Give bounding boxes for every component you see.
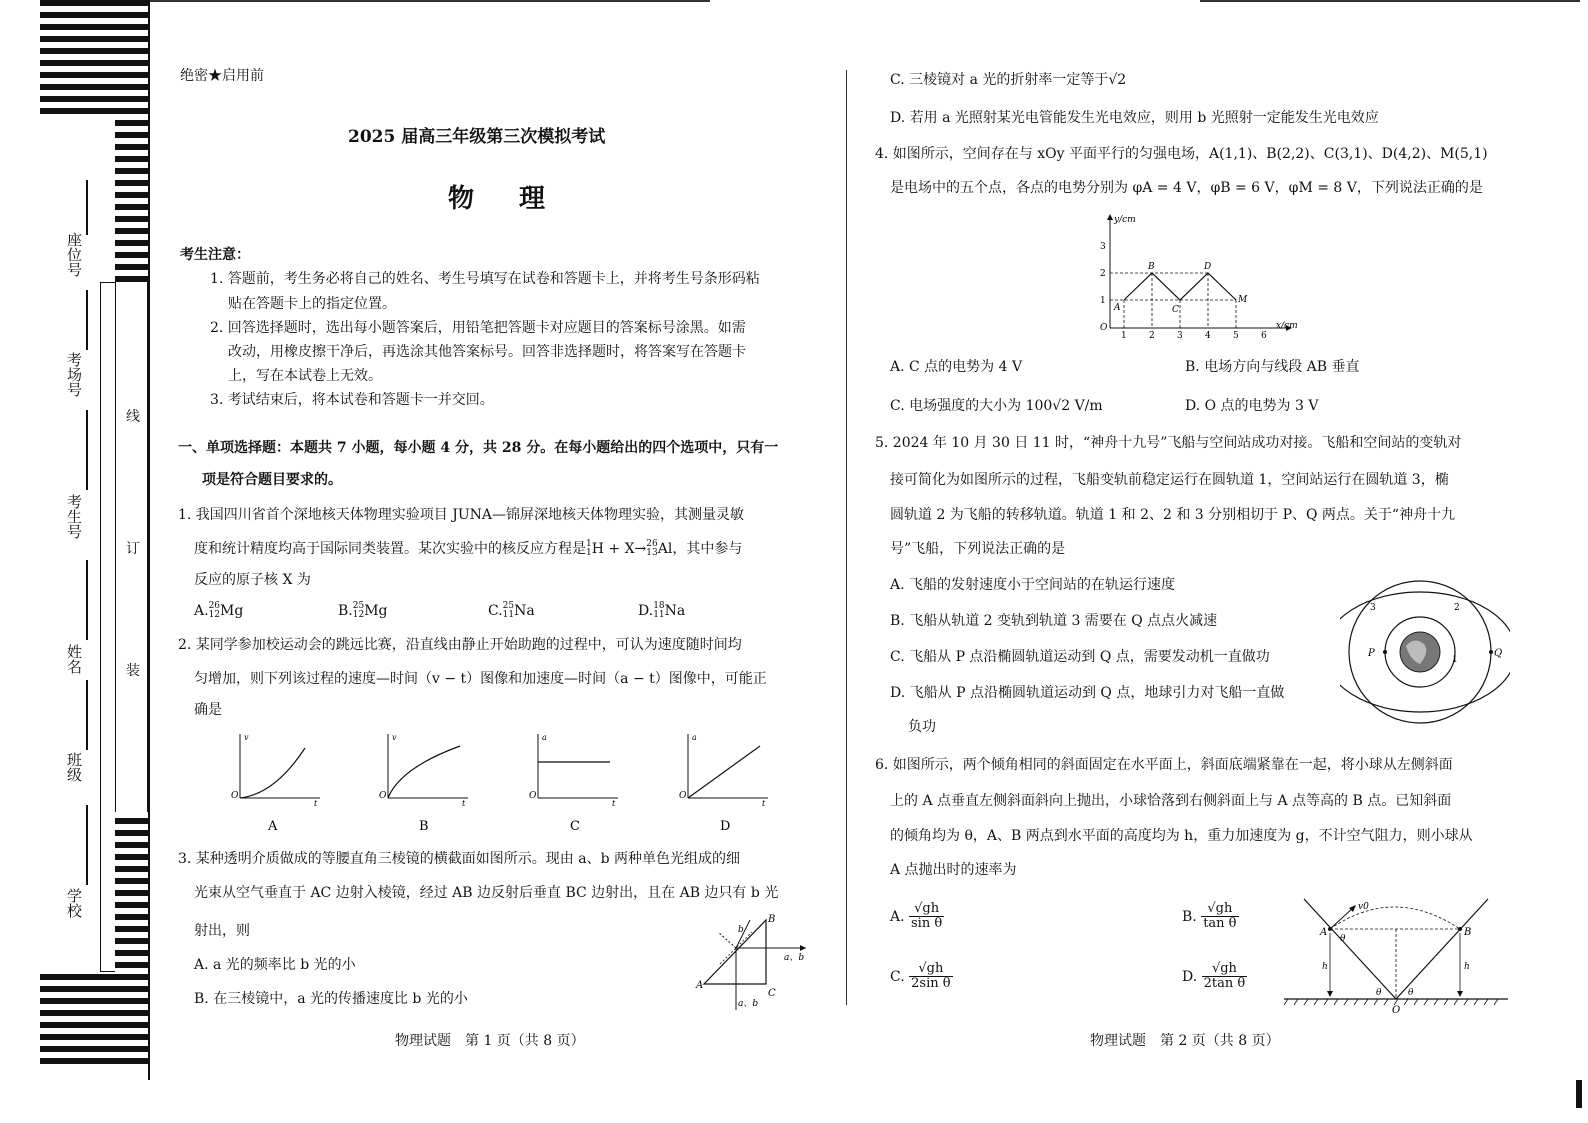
notice-title: 考生注意： <box>180 247 250 263</box>
q2-label-b: B <box>419 819 429 834</box>
label-room: 考场号 <box>65 352 83 397</box>
q6-fig-b: B <box>1464 927 1472 938</box>
q4-line: 是电场中的五个点，各点的电势分别为 φA = 4 V，φB = 6 V，φM = 8 V，下列说法正确的是 <box>890 180 1483 196</box>
q2-graph-b[interactable] <box>379 733 468 834</box>
binding-mark-line: 线 <box>126 409 140 425</box>
subject-title: 物 理 <box>448 184 564 214</box>
fill-line-exam-id <box>86 410 88 490</box>
label-seat: 座位号 <box>65 232 83 277</box>
barcode-stripe <box>40 1010 148 1016</box>
q5-option-c[interactable]: C. 飞船从 P 点沿椭圆轨道运动到 Q 点，需要发动机一直做功 <box>890 649 1270 665</box>
barcode-stripe <box>40 0 148 6</box>
secret-label: 绝密★启用前 <box>180 68 264 84</box>
barcode-stripe <box>40 1034 148 1040</box>
q4-ytick: 2 <box>1100 269 1106 279</box>
q6-option-b[interactable]: B. $\frac{√gh}{\text{tan θ}}$ <box>1182 901 1237 932</box>
q4-xtick: 2 <box>1149 331 1155 340</box>
barcode-stripe <box>115 818 148 824</box>
q4-xtick: 6 <box>1261 331 1267 340</box>
barcode-stripe <box>115 144 148 150</box>
q2-line: 2. 某同学参加校运动会的跳远比赛，沿直线由静止开始助跑的过程中，可认为速度随时间均 <box>178 637 742 653</box>
notice-item: 上，写在本试卷上无效。 <box>228 368 382 384</box>
q4-point-m: M <box>1238 295 1248 305</box>
q6-line: A 点抛出时的速率为 <box>890 862 1017 878</box>
q2-axis-label: v <box>392 733 397 742</box>
barcode-stripe <box>40 974 148 980</box>
q5-fig-q: Q <box>1494 648 1503 659</box>
q4-fig-ylabel: y/cm <box>1114 215 1136 225</box>
q4-option-d[interactable]: D. O 点的电势为 3 V <box>1185 398 1319 414</box>
q6-fig-v0: v0 <box>1358 902 1369 912</box>
q4-line: 4. 如图所示，空间存在与 xOy 平面平行的匀强电场，A(1,1)、B(2,2)、C(3,1)、D(4,2)、M(5,1) <box>875 146 1488 162</box>
q6-fig-a: A <box>1320 927 1328 938</box>
q5-line: 号”飞船，下列说法正确的是 <box>890 541 1066 557</box>
barcode-stripe <box>115 156 148 162</box>
q1-line: 1. 我国四川省首个深地核天体物理实验项目 JUNA—锦屏深地核天体物理实验，其测量灵敏 <box>178 507 745 523</box>
q4-xtick: 5 <box>1233 331 1239 340</box>
q3-option-c[interactable]: C. 三棱镜对 a 光的折射率一定等于√2 <box>890 72 1127 88</box>
barcode-stripe <box>40 84 148 90</box>
fill-line-seat <box>86 180 88 235</box>
barcode-stripe <box>40 986 148 992</box>
section-heading: 一、单项选择题：本题共 7 小题，每小题 4 分，共 28 分。在每小题给出的四个选项中，只有一 <box>178 440 779 456</box>
q6-option-c[interactable]: C. $\frac{√gh}{\text{2sin θ}}$ <box>890 961 951 992</box>
barcode-stripe <box>115 240 148 246</box>
section-heading-cont: 项是符合题目要求的。 <box>202 472 342 488</box>
barcode-stripe <box>115 914 148 920</box>
q2-graph-c[interactable] <box>529 733 618 834</box>
barcode-stripe <box>115 204 148 210</box>
q3-fig-b-vertex: B <box>768 914 776 925</box>
barcode-stripe <box>115 902 148 908</box>
barcode-stripe <box>40 1046 148 1052</box>
barcode-stripe <box>40 998 148 1004</box>
q3-line: 3. 某种透明介质做成的等腰直角三棱镜的横截面如图所示。现由 a、b 两种单色光组成的细 <box>178 851 741 867</box>
column-divider <box>846 70 847 1005</box>
q2-label-c: C <box>570 819 580 834</box>
q5-fig-p: P <box>1368 648 1375 659</box>
q2-graphs <box>220 728 780 838</box>
right-edge-mark <box>1576 1080 1582 1108</box>
q5-option-b[interactable]: B. 飞船从轨道 2 变轨到轨道 3 需要在 Q 点点火减速 <box>890 613 1218 629</box>
q2-t-label: t <box>314 799 318 808</box>
barcode-stripe <box>115 228 148 234</box>
q4-field-figure <box>1080 210 1320 340</box>
binding-mark-order: 订 <box>126 541 140 557</box>
q1-line: 度和统计精度均高于国际同类装置。某次实验中的核反应方程是 1 1 H + X→ 26 13 Al，其中参与 <box>194 539 743 558</box>
barcode-stripe <box>115 950 148 956</box>
q6-fig-h-left: h <box>1322 962 1328 972</box>
barcode-stripe <box>115 132 148 138</box>
q6-option-d[interactable]: D. $\frac{√gh}{\text{2tan θ}}$ <box>1182 961 1246 992</box>
q2-origin: O <box>379 791 387 801</box>
q5-fig-orbit2: 2 <box>1454 603 1460 613</box>
q3-fig-a-vertex: A <box>696 980 704 991</box>
barcode-stripe <box>40 24 148 30</box>
q5-line: 5. 2024 年 10 月 30 日 11 时，“神舟十九号”飞船与空间站成功对接。飞船和空间站的变轨对 <box>875 435 1462 451</box>
label-exam-id: 考生号 <box>65 494 83 539</box>
binding-edge <box>148 0 150 1080</box>
q4-xtick: 3 <box>1177 331 1183 340</box>
q6-option-a[interactable]: A. $\frac{√gh}{\text{sin θ}}$ <box>890 901 943 932</box>
q2-label-d: D <box>720 819 731 834</box>
q4-point-d: D <box>1204 262 1212 272</box>
barcode-stripe <box>40 36 148 42</box>
barcode-stripe <box>40 72 148 78</box>
barcode-stripe <box>40 108 148 114</box>
q4-option-b[interactable]: B. 电场方向与线段 AB 垂直 <box>1185 359 1360 375</box>
q3-option-b[interactable]: B. 在三棱镜中，a 光的传播速度比 b 光的小 <box>194 991 468 1007</box>
q2-origin: O <box>529 791 537 801</box>
barcode-stripe <box>115 192 148 198</box>
q3-line: 射出，则 <box>194 923 250 939</box>
q2-line: 匀增加，则下列该过程的速度—时间（v − t）图像和加速度—时间（a − t）图像中，可能正 <box>194 671 767 687</box>
q4-xtick: 1 <box>1121 331 1127 340</box>
q2-graph-d[interactable] <box>679 733 768 834</box>
q1-option-b[interactable]: B. 25 12 Mg <box>338 601 388 620</box>
q4-option-c[interactable]: C. 电场强度的大小为 100√2 V/m <box>890 398 1103 414</box>
q2-origin: O <box>231 791 239 801</box>
binding-frame <box>100 282 115 972</box>
q4-ytick: 3 <box>1100 242 1106 252</box>
q3-prism-figure <box>690 910 810 1010</box>
notice-item: 贴在答题卡上的指定位置。 <box>228 296 396 312</box>
q4-xtick: 4 <box>1205 331 1211 340</box>
q4-point-b: B <box>1148 262 1155 272</box>
barcode-stripe <box>40 96 148 102</box>
label-name: 姓名 <box>65 644 83 674</box>
q2-axis-label: a <box>542 733 547 742</box>
q3-fig-b-ray: b <box>738 925 744 935</box>
top-rule <box>150 0 710 2</box>
q3-line: 光束从空气垂直于 AC 边射入棱镜，经过 AB 边反射后垂直 BC 边射出，且在 AB 边只有 b 光 <box>194 885 779 901</box>
barcode-stripe <box>115 180 148 186</box>
barcode-stripe <box>40 48 148 54</box>
barcode-stripe <box>40 1058 148 1064</box>
q3-option-a[interactable]: A. a 光的频率比 b 光的小 <box>194 957 356 973</box>
top-rule-right <box>1200 0 1580 2</box>
q4-fig-origin: O <box>1100 323 1108 333</box>
q6-fig-h-right: h <box>1464 962 1470 972</box>
q6-fig-theta-right: θ <box>1408 988 1414 998</box>
q3-fig-c-vertex: C <box>768 988 776 999</box>
label-school: 学校 <box>65 888 83 918</box>
fill-line-name <box>86 560 88 640</box>
q4-option-a[interactable]: A. C 点的电势为 4 V <box>890 359 1023 375</box>
q5-option-d-cont: 负功 <box>908 719 936 735</box>
barcode-stripe <box>115 216 148 222</box>
binding-mark-bind: 装 <box>126 663 140 679</box>
fill-line-class <box>86 680 88 750</box>
q2-t-label: t <box>612 799 616 808</box>
barcode-stripe <box>115 878 148 884</box>
barcode-stripe <box>115 830 148 836</box>
q2-line: 确是 <box>194 702 222 718</box>
q3-option-d[interactable]: D. 若用 a 光照射某光电管能发生光电效应，则用 b 光照射一定能发生光电效应 <box>890 110 1379 126</box>
barcode-stripe <box>40 60 148 66</box>
barcode-stripe <box>115 842 148 848</box>
q5-fig-orbit3: 3 <box>1370 603 1376 613</box>
q2-origin: O <box>679 791 687 801</box>
fill-line-room <box>86 290 88 350</box>
barcode-stripe <box>115 926 148 932</box>
fill-line-school <box>86 805 88 885</box>
q6-line: 6. 如图所示，两个倾角相同的斜面固定在水平面上，斜面底端紧靠在一起，将小球从左侧斜面 <box>875 757 1453 773</box>
barcode-stripe <box>115 854 148 860</box>
q6-line: 的倾角均为 θ，A、B 两点到水平面的高度均为 h，重力加速度为 g，不计空气阻力，则小球从 <box>890 828 1473 844</box>
q1-option-a[interactable]: A. 26 12 Mg <box>194 601 244 620</box>
q4-ytick: 1 <box>1100 296 1106 306</box>
label-class: 班级 <box>65 752 83 782</box>
q1-line: 反应的原子核 X 为 <box>194 572 311 588</box>
barcode-stripe <box>115 120 148 126</box>
footer-right: 物理试题 第 2 页（共 8 页） <box>1090 1033 1280 1049</box>
q5-orbit-figure <box>1340 578 1510 728</box>
q5-option-d[interactable]: D. 飞船从 P 点沿椭圆轨道运动到 Q 点，地球引力对飞船一直做 <box>890 685 1285 701</box>
q2-axis-label: v <box>244 733 249 742</box>
q5-line: 接可简化为如图所示的过程，飞船变轨前稳定运行在圆轨道 1，空间站运行在圆轨道 3，椭 <box>890 472 1449 488</box>
q2-axis-label: a <box>692 733 697 742</box>
notice-item: 3. 考试结束后，将本试卷和答题卡一并交回。 <box>210 392 494 408</box>
barcode-stripe <box>115 962 148 968</box>
q4-fig-xlabel: x/cm <box>1276 321 1298 331</box>
footer-left: 物理试题 第 1 页（共 8 页） <box>395 1033 585 1049</box>
q1-option-c[interactable]: C. 25 11 Na <box>488 601 535 620</box>
q5-option-a[interactable]: A. 飞船的发射速度小于空间站的在轨运行速度 <box>890 577 1176 593</box>
barcode-stripe <box>40 12 148 18</box>
q6-fig-theta-a: θ <box>1340 934 1346 944</box>
barcode-stripe <box>40 1022 148 1028</box>
q2-graph-a[interactable] <box>231 733 320 834</box>
q1-option-d[interactable]: D. 18 11 Na <box>638 601 686 620</box>
notice-item: 1. 答题前，考生务必将自己的姓名、考生号填写在试卷和答题卡上，并将考生号条形码粘 <box>210 271 760 287</box>
q6-slope-figure <box>1284 895 1514 1019</box>
barcode-stripe <box>115 264 148 270</box>
notice-item: 改动，用橡皮擦干净后，再选涂其他答案标号。回答非选择题时，将答案写在答题卡 <box>228 344 746 360</box>
q2-label-a: A <box>268 819 278 834</box>
q4-point-a: A <box>1114 303 1121 313</box>
q5-fig-orbit1: 1 <box>1452 655 1458 665</box>
barcode-stripe <box>115 252 148 258</box>
q6-line: 上的 A 点垂直左侧斜面斜向上抛出，小球恰落到右侧斜面上与 A 点等高的 B 点。已知斜面 <box>890 793 1452 809</box>
q4-point-c: C <box>1172 305 1179 315</box>
q2-t-label: t <box>462 799 466 808</box>
barcode-stripe <box>115 866 148 872</box>
barcode-stripe <box>115 890 148 896</box>
q3-fig-ab-out: a、b <box>784 953 805 963</box>
notice-item: 2. 回答选择题时，选出每小题答案后，用铅笔把答题卡对应题目的答案标号涂黑。如需 <box>210 320 746 336</box>
barcode-stripe <box>115 938 148 944</box>
barcode-stripe <box>115 168 148 174</box>
q6-fig-o: O <box>1392 1005 1401 1016</box>
q3-fig-ab-in: a、b <box>738 999 759 1009</box>
q6-fig-theta-left: θ <box>1376 988 1382 998</box>
q5-line: 圆轨道 2 为飞船的转移轨道。轨道 1 和 2、2 和 3 分别相切于 P、Q 两点。关于“神舟十九 <box>890 507 1456 523</box>
q2-t-label: t <box>762 799 766 808</box>
exam-title: 2025 届高三年级第三次模拟考试 <box>348 127 606 147</box>
